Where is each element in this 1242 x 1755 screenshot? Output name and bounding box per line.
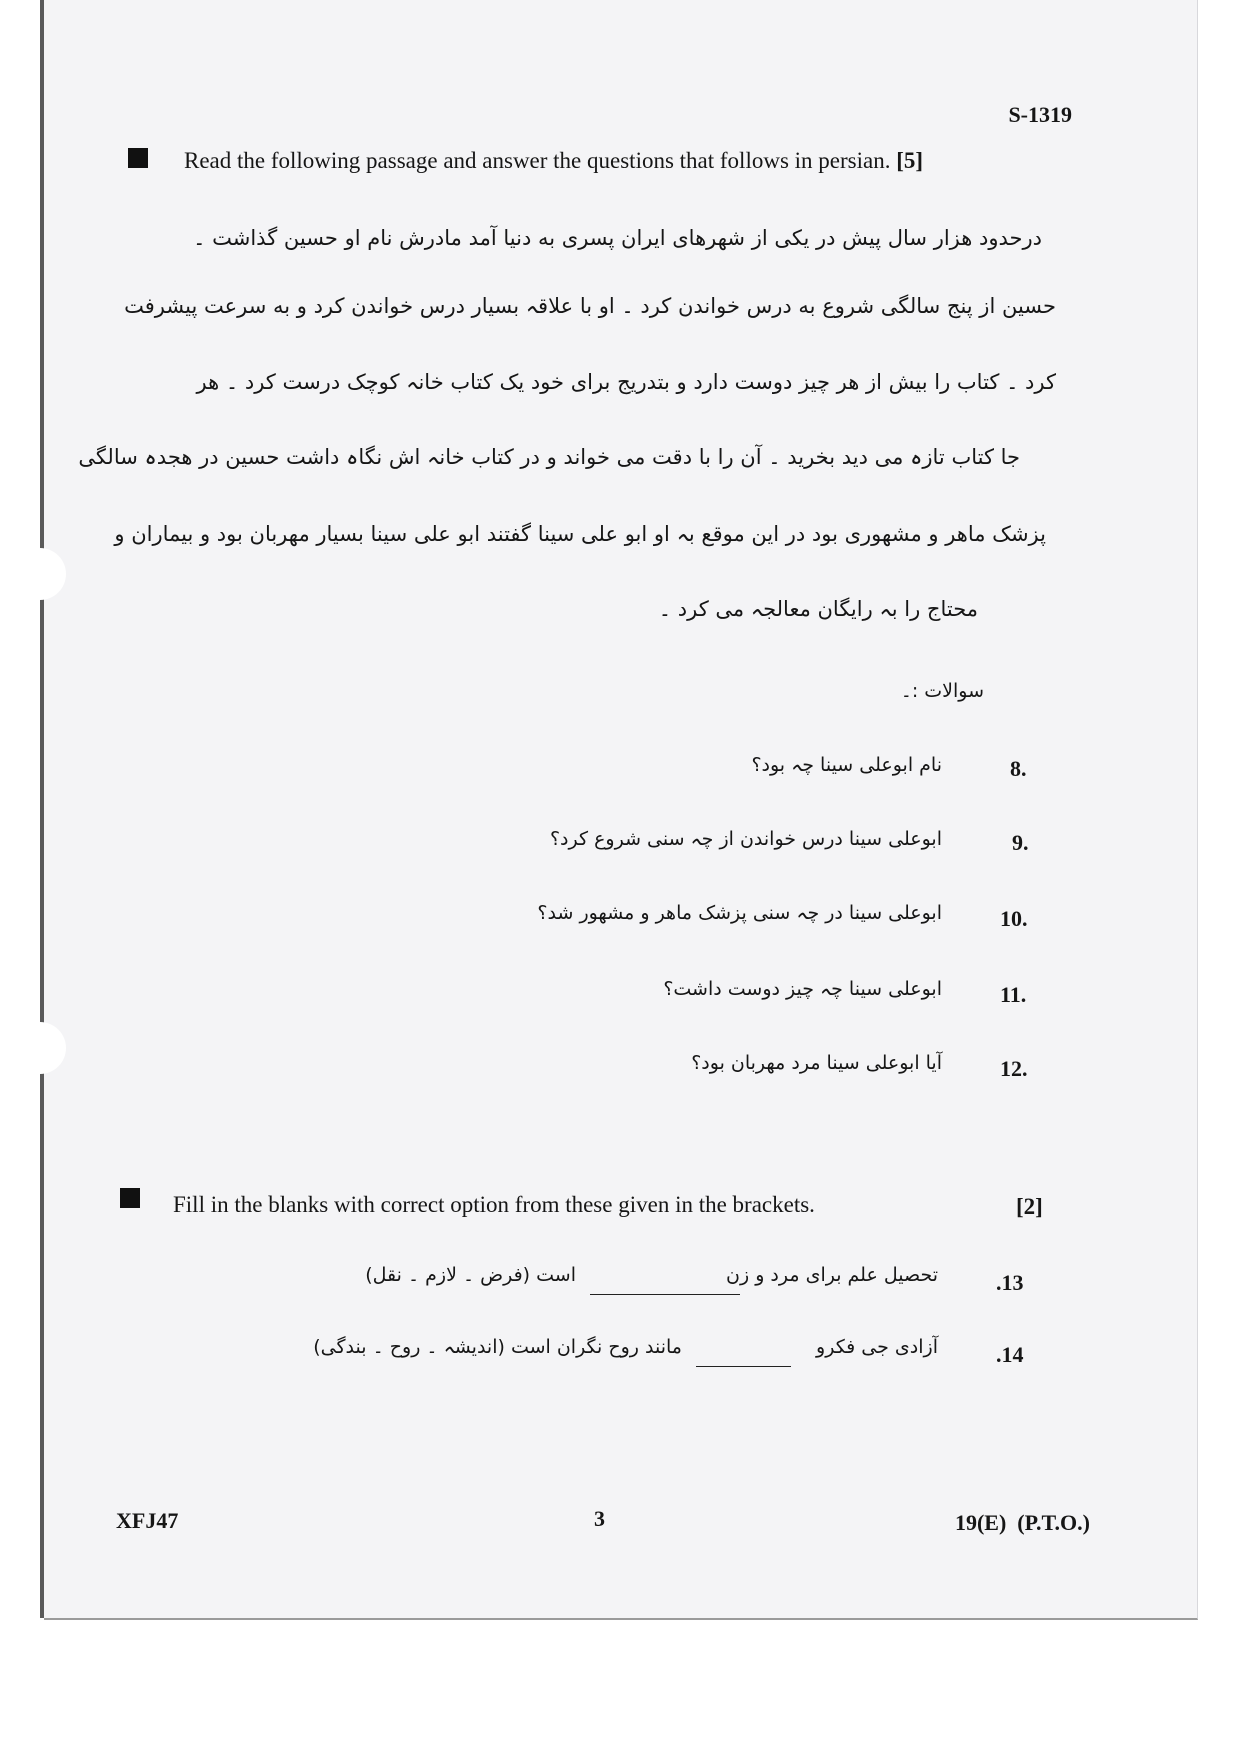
question-number: .13 xyxy=(996,1270,1024,1295)
blank-sentence-part: آزادی جی فکرو xyxy=(816,1336,938,1358)
question-number: 9. xyxy=(1012,830,1029,855)
passage-line: محتاج را بہ رایگان معالجہ می کرد ۔ xyxy=(658,597,978,621)
question-number: 12. xyxy=(1000,1056,1028,1081)
question-text: آیا ابوعلی سینا مرد مهربان بود؟ xyxy=(691,1052,942,1074)
question-number: .14 xyxy=(996,1342,1024,1367)
passage-line: کرد ۔ کتاب را بیش از هر چیز دوست دارد و بتدریج برای خود یک کتاب خانہ کوچک درست کرد ۔ هر xyxy=(196,370,1056,394)
passage-line: درحدود هزار سال پیش در یکی از شهرهای ایران پسری به دنیا آمد مادرش نام او حسین گذاشت ۔ xyxy=(193,226,1042,250)
question-text: ابوعلی سینا چہ چیز دوست داشت؟ xyxy=(663,978,942,1000)
page-number: 3 xyxy=(594,1506,605,1531)
passage-line: جا کتاب تازہ می دید بخرید ۔ آن را با دقت می خواند و در کتاب خانہ اش نگاہ داشت حسین در هجدہ سالگی xyxy=(78,445,1020,469)
answer-blank[interactable] xyxy=(696,1348,791,1367)
question-number: 11. xyxy=(1000,982,1027,1007)
question-number: 8. xyxy=(1010,756,1027,781)
section-instruction: Fill in the blanks with correct option from these given in the brackets. xyxy=(173,1192,815,1217)
questions-heading: سوالات :۔ xyxy=(900,680,984,702)
footer-pto: 19(E) (P.T.O.) xyxy=(954,1510,1090,1535)
bullet-square-icon xyxy=(120,1188,140,1208)
passage-line: حسین از پنج سالگی شروع به درس خواندن کرد ۔ او با علاقہ بسیار درس خواندن کرد و به سرعت پیشرفت xyxy=(124,294,1056,318)
bullet-square-icon xyxy=(128,148,148,168)
marks-label: [2] xyxy=(1016,1194,1043,1219)
blank-sentence-part: است (فرض ۔ لازم ۔ نقل) xyxy=(365,1264,576,1286)
instruction-text: Read the following passage and answer the questions that follows in persian. xyxy=(184,148,891,173)
question-number: 10. xyxy=(1000,906,1028,931)
answer-blank[interactable] xyxy=(590,1276,740,1295)
question-text: ابوعلی سینا درس خواندن از چہ سنی شروع کرد؟ xyxy=(549,828,942,850)
passage-line: پزشک ماهر و مشهوری بود در این موقع بہ او ابو علی سینا گفتند ابو علی سینا بسیار مهربان بود و بیماران و xyxy=(114,522,1046,546)
question-text: نام ابوعلی سینا چہ بود؟ xyxy=(751,754,942,776)
paper-code: S-1319 xyxy=(1008,102,1072,127)
marks-label: [5] xyxy=(896,148,924,173)
blank-sentence-part: مانند روح نگران است (اندیشہ ۔ روح ۔ بندگی) xyxy=(313,1336,682,1358)
question-text: ابوعلی سینا در چہ سنی پزشک ماهر و مشهور شد؟ xyxy=(537,902,942,924)
footer-code: XFJ47 xyxy=(116,1508,179,1533)
blank-sentence-part: تحصیل علم برای مرد و زن xyxy=(726,1264,938,1286)
section-instruction xyxy=(184,148,923,174)
